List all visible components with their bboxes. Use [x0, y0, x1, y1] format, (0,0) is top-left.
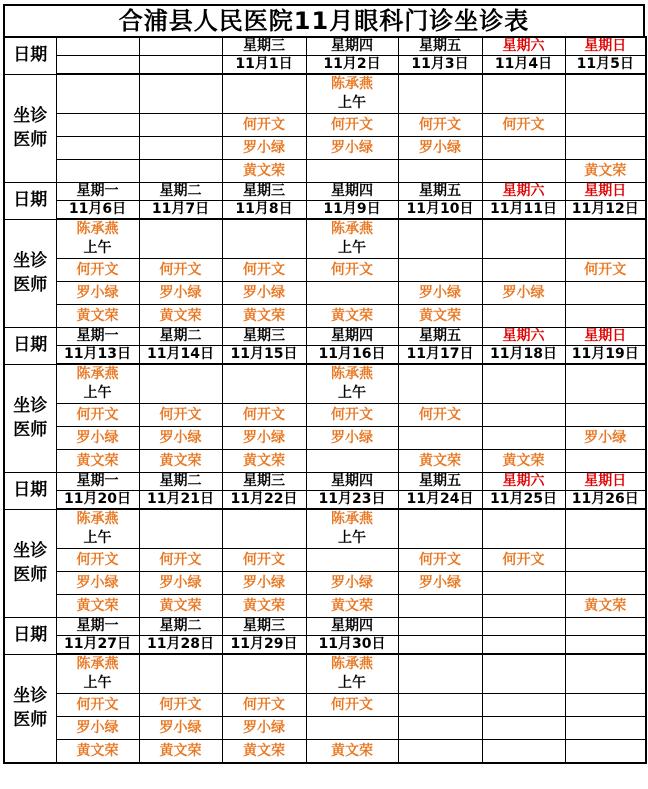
schedule-cell: [482, 219, 565, 259]
schedule-cell: [306, 450, 398, 473]
schedule-cell: 何开文: [306, 259, 398, 282]
date-cell: 11月11日: [482, 201, 565, 220]
schedule-cell: [482, 137, 565, 160]
date-label: 日期: [4, 183, 56, 220]
weekday-cell: 星期五: [398, 183, 482, 201]
doctor-name: 陈承燕: [76, 511, 119, 527]
schedule-cell: 罗小绿: [306, 427, 398, 450]
weekday-cell: 星期一: [56, 618, 139, 636]
date-cell: 11月10日: [398, 201, 482, 220]
schedule-cell: [398, 509, 482, 549]
weekday-row: [4, 618, 646, 636]
schedule-cell: 黄文荣: [139, 740, 222, 764]
weekday-cell: 星期四: [306, 183, 398, 201]
schedule-cell: [222, 219, 306, 259]
schedule-cell: [222, 509, 306, 549]
session-label: 上午: [338, 385, 366, 401]
schedule-cell: 罗小绿: [565, 427, 646, 450]
schedule-cell: 何开文: [306, 114, 398, 137]
schedule-cell: 何开文: [222, 694, 306, 717]
schedule-cell: 黄文荣: [139, 305, 222, 328]
session-label: 上午: [338, 675, 366, 691]
weekday-cell: 星期四: [306, 37, 398, 56]
schedule-cell: 罗小绿: [222, 282, 306, 305]
schedule-cell: 黄文荣: [565, 595, 646, 618]
schedule-cell: [306, 282, 398, 305]
date-cell: 11月12日: [565, 201, 646, 220]
doctor-name: 陈承燕: [331, 656, 373, 672]
doctor-row: [4, 219, 646, 259]
date-cell: 11月30日: [306, 636, 398, 655]
doctor-row: [4, 740, 646, 764]
date-cell: 11月1日: [222, 56, 306, 75]
session-label: 上午: [83, 385, 112, 401]
schedule-cell: 何开文: [482, 549, 565, 572]
schedule-cell: [398, 654, 482, 694]
weekday-cell: [398, 618, 482, 636]
schedule-cell: [482, 595, 565, 618]
date-cell: 11月19日: [565, 346, 646, 365]
schedule-cell: [565, 572, 646, 595]
doctor-name: 陈承燕: [76, 656, 119, 672]
date-row: [4, 346, 646, 365]
date-cell: 11月6日: [56, 201, 139, 220]
schedule-cell: [482, 427, 565, 450]
schedule-cell: [565, 654, 646, 694]
schedule-cell: [482, 404, 565, 427]
weekday-cell: 星期三: [222, 328, 306, 346]
date-row: [4, 636, 646, 655]
schedule-cell: [482, 509, 565, 549]
schedule-cell: [482, 74, 565, 114]
schedule-cell: [398, 74, 482, 114]
schedule-cell: [398, 219, 482, 259]
schedule-cell: [398, 259, 482, 282]
date-cell: 11月20日: [56, 491, 139, 510]
schedule-cell: [56, 509, 139, 549]
session-label: 上午: [83, 675, 112, 691]
weekday-cell: 星期六: [482, 328, 565, 346]
schedule-cell: [565, 364, 646, 404]
weekday-cell: [565, 618, 646, 636]
schedule-cell: 何开文: [139, 549, 222, 572]
schedule-cell: 黄文荣: [306, 305, 398, 328]
schedule-cell: 何开文: [222, 114, 306, 137]
date-label: 日期: [4, 37, 56, 74]
doctor-label-line: 医师: [13, 130, 48, 151]
schedule-cell: [398, 364, 482, 404]
schedule-cell: 何开文: [222, 549, 306, 572]
schedule-cell: 黄文荣: [306, 595, 398, 618]
date-cell: 11月24日: [398, 491, 482, 510]
doctor-label-line: 医师: [13, 275, 48, 296]
schedule-cell: [306, 219, 398, 259]
schedule-cell: 黄文荣: [222, 595, 306, 618]
schedule-cell: [482, 259, 565, 282]
schedule-cell: 黄文荣: [222, 740, 306, 764]
weekday-row: [4, 473, 646, 491]
date-cell: 11月29日: [222, 636, 306, 655]
schedule-cell: [398, 717, 482, 740]
schedule-cell: [222, 654, 306, 694]
schedule-cell: [565, 305, 646, 328]
schedule-cell: [398, 694, 482, 717]
page-title: 合浦县人民医院11月眼科门诊坐诊表: [3, 4, 645, 36]
schedule-cell: 罗小绿: [482, 282, 565, 305]
schedule-cell: 黄文荣: [482, 450, 565, 473]
schedule-cell: 罗小绿: [306, 572, 398, 595]
doctor-row: [4, 549, 646, 572]
weekday-cell: 星期三: [222, 183, 306, 201]
schedule-cell: [56, 654, 139, 694]
weekday-row: [4, 37, 646, 56]
weekday-cell: 星期六: [482, 37, 565, 56]
schedule-cell: [565, 219, 646, 259]
doctor-row: [4, 282, 646, 305]
schedule-cell: [398, 595, 482, 618]
date-row: [4, 201, 646, 220]
date-cell: 11月22日: [222, 491, 306, 510]
weekday-cell: 星期五: [398, 473, 482, 491]
date-label: 日期: [4, 473, 56, 510]
doctor-row: [4, 694, 646, 717]
weekday-cell: 星期二: [139, 618, 222, 636]
weekday-cell: 星期日: [565, 473, 646, 491]
doctor-row: [4, 364, 646, 404]
schedule-cell: [565, 137, 646, 160]
doctor-row: [4, 450, 646, 473]
doctor-label-line: 坐诊: [13, 396, 48, 417]
schedule-cell: 何开文: [398, 404, 482, 427]
schedule-cell: [482, 364, 565, 404]
schedule-cell: 黄文荣: [565, 160, 646, 183]
weekday-cell: [56, 37, 139, 56]
schedule-cell: [565, 282, 646, 305]
date-cell: 11月23日: [306, 491, 398, 510]
date-cell: 11月13日: [56, 346, 139, 365]
doctor-row: [4, 654, 646, 694]
doctor-label-line: 医师: [13, 710, 48, 731]
schedule-cell: 黄文荣: [398, 305, 482, 328]
schedule-table: [3, 36, 647, 764]
date-row: [4, 491, 646, 510]
schedule-sheet: [3, 4, 645, 764]
date-cell: 11月18日: [482, 346, 565, 365]
schedule-cell: [306, 717, 398, 740]
doctor-row: [4, 259, 646, 282]
schedule-cell: 罗小绿: [398, 282, 482, 305]
schedule-cell: [565, 114, 646, 137]
schedule-cell: [565, 740, 646, 764]
schedule-cell: 何开文: [306, 694, 398, 717]
weekday-cell: 星期四: [306, 473, 398, 491]
schedule-cell: [56, 114, 139, 137]
weekday-cell: [139, 37, 222, 56]
date-cell: 11月4日: [482, 56, 565, 75]
doctor-label-line: 坐诊: [13, 251, 48, 272]
schedule-cell: 何开文: [565, 259, 646, 282]
schedule-cell: [398, 427, 482, 450]
doctor-row: [4, 160, 646, 183]
weekday-cell: 星期日: [565, 37, 646, 56]
schedule-cell: 何开文: [139, 259, 222, 282]
schedule-cell: 何开文: [398, 549, 482, 572]
schedule-cell: 罗小绿: [398, 572, 482, 595]
session-label: 上午: [83, 240, 112, 256]
schedule-cell: [565, 717, 646, 740]
schedule-cell: 黄文荣: [56, 595, 139, 618]
schedule-cell: [139, 364, 222, 404]
doctor-row: [4, 717, 646, 740]
date-label: 日期: [4, 618, 56, 655]
schedule-cell: [565, 74, 646, 114]
schedule-cell: 黄文荣: [306, 740, 398, 764]
doctor-row: [4, 74, 646, 114]
weekday-cell: 星期六: [482, 473, 565, 491]
schedule-cell: [56, 74, 139, 114]
doctor-name: 陈承燕: [331, 76, 373, 92]
date-cell: 11月17日: [398, 346, 482, 365]
weekday-row: [4, 328, 646, 346]
date-cell: 11月27日: [56, 636, 139, 655]
schedule-cell: 黄文荣: [398, 450, 482, 473]
date-cell: [565, 636, 646, 655]
date-cell: [482, 636, 565, 655]
doctor-label: [4, 364, 56, 473]
schedule-cell: [139, 137, 222, 160]
session-label: 上午: [338, 95, 366, 111]
date-cell: 11月26日: [565, 491, 646, 510]
weekday-cell: 星期二: [139, 183, 222, 201]
doctor-row: [4, 305, 646, 328]
doctor-row: [4, 114, 646, 137]
schedule-cell: [565, 694, 646, 717]
schedule-cell: 黄文荣: [222, 450, 306, 473]
schedule-cell: [306, 160, 398, 183]
weekday-cell: 星期一: [56, 328, 139, 346]
schedule-cell: [56, 364, 139, 404]
doctor-name: 陈承燕: [76, 366, 119, 382]
schedule-cell: [139, 219, 222, 259]
doctor-label: [4, 654, 56, 763]
schedule-cell: [565, 549, 646, 572]
schedule-cell: [56, 219, 139, 259]
date-cell: 11月21日: [139, 491, 222, 510]
schedule-cell: 何开文: [306, 404, 398, 427]
schedule-cell: [482, 740, 565, 764]
schedule-cell: 罗小绿: [306, 137, 398, 160]
weekday-cell: 星期三: [222, 618, 306, 636]
doctor-row: [4, 509, 646, 549]
weekday-cell: 星期日: [565, 183, 646, 201]
schedule-cell: [139, 509, 222, 549]
schedule-cell: [139, 160, 222, 183]
weekday-cell: 星期日: [565, 328, 646, 346]
schedule-cell: 罗小绿: [56, 427, 139, 450]
schedule-cell: [482, 572, 565, 595]
schedule-cell: 罗小绿: [139, 282, 222, 305]
weekday-cell: 星期一: [56, 183, 139, 201]
date-cell: 11月7日: [139, 201, 222, 220]
schedule-cell: 罗小绿: [222, 717, 306, 740]
schedule-cell: [482, 305, 565, 328]
session-label: 上午: [83, 530, 112, 546]
doctor-label: [4, 74, 56, 183]
schedule-cell: 罗小绿: [139, 427, 222, 450]
schedule-cell: [56, 160, 139, 183]
schedule-cell: 何开文: [398, 114, 482, 137]
schedule-cell: 罗小绿: [222, 572, 306, 595]
schedule-cell: 罗小绿: [56, 717, 139, 740]
schedule-cell: 何开文: [482, 114, 565, 137]
date-cell: 11月2日: [306, 56, 398, 75]
date-cell: 11月28日: [139, 636, 222, 655]
schedule-cell: 何开文: [139, 404, 222, 427]
schedule-cell: [306, 74, 398, 114]
doctor-label-line: 坐诊: [13, 686, 48, 707]
weekday-cell: 星期三: [222, 473, 306, 491]
doctor-row: [4, 595, 646, 618]
date-cell: 11月9日: [306, 201, 398, 220]
date-cell: [56, 56, 139, 75]
date-cell: 11月14日: [139, 346, 222, 365]
schedule-cell: 罗小绿: [222, 427, 306, 450]
weekday-cell: 星期四: [306, 618, 398, 636]
doctor-name: 陈承燕: [76, 221, 119, 237]
weekday-row: [4, 183, 646, 201]
schedule-cell: [139, 654, 222, 694]
weekday-cell: 星期二: [139, 473, 222, 491]
doctor-row: [4, 427, 646, 450]
weekday-cell: 星期四: [306, 328, 398, 346]
doctor-name: 陈承燕: [331, 366, 373, 382]
schedule-cell: [398, 740, 482, 764]
schedule-cell: 何开文: [56, 259, 139, 282]
weekday-cell: 星期五: [398, 37, 482, 56]
schedule-cell: 黄文荣: [56, 450, 139, 473]
schedule-cell: 黄文荣: [222, 305, 306, 328]
schedule-cell: 何开文: [56, 694, 139, 717]
schedule-cell: 黄文荣: [139, 595, 222, 618]
schedule-cell: [306, 549, 398, 572]
doctor-name: 陈承燕: [331, 221, 373, 237]
schedule-cell: [306, 364, 398, 404]
date-cell: 11月25日: [482, 491, 565, 510]
schedule-cell: [482, 717, 565, 740]
date-cell: 11月16日: [306, 346, 398, 365]
schedule-cell: 何开文: [139, 694, 222, 717]
weekday-cell: 星期三: [222, 37, 306, 56]
schedule-cell: 罗小绿: [222, 137, 306, 160]
schedule-cell: [482, 160, 565, 183]
schedule-cell: 何开文: [56, 404, 139, 427]
schedule-cell: [565, 509, 646, 549]
schedule-cell: 何开文: [222, 259, 306, 282]
schedule-cell: 罗小绿: [56, 572, 139, 595]
doctor-label-line: 医师: [13, 565, 48, 586]
schedule-cell: 黄文荣: [56, 305, 139, 328]
schedule-cell: 罗小绿: [139, 717, 222, 740]
doctor-label: [4, 219, 56, 328]
schedule-cell: [222, 74, 306, 114]
schedule-cell: 黄文荣: [139, 450, 222, 473]
weekday-cell: 星期六: [482, 183, 565, 201]
date-row: [4, 56, 646, 75]
doctor-name: 陈承燕: [331, 511, 373, 527]
doctor-row: [4, 404, 646, 427]
schedule-cell: 罗小绿: [398, 137, 482, 160]
schedule-cell: [482, 694, 565, 717]
date-cell: [398, 636, 482, 655]
weekday-cell: 星期一: [56, 473, 139, 491]
doctor-label-line: 坐诊: [13, 541, 48, 562]
schedule-cell: 何开文: [222, 404, 306, 427]
date-cell: 11月15日: [222, 346, 306, 365]
doctor-label-line: 坐诊: [13, 106, 48, 127]
schedule-cell: [139, 114, 222, 137]
doctor-row: [4, 137, 646, 160]
schedule-cell: 何开文: [56, 549, 139, 572]
schedule-cell: [565, 404, 646, 427]
schedule-cell: [306, 654, 398, 694]
date-cell: [139, 56, 222, 75]
date-cell: 11月3日: [398, 56, 482, 75]
weekday-cell: 星期五: [398, 328, 482, 346]
schedule-cell: 黄文荣: [222, 160, 306, 183]
schedule-cell: [398, 160, 482, 183]
session-label: 上午: [338, 530, 366, 546]
doctor-label: [4, 509, 56, 618]
session-label: 上午: [338, 240, 366, 256]
schedule-cell: 黄文荣: [56, 740, 139, 764]
schedule-cell: [56, 137, 139, 160]
schedule-cell: [482, 654, 565, 694]
date-cell: 11月8日: [222, 201, 306, 220]
weekday-cell: 星期二: [139, 328, 222, 346]
doctor-label-line: 医师: [13, 420, 48, 441]
schedule-cell: 罗小绿: [139, 572, 222, 595]
schedule-cell: [565, 450, 646, 473]
schedule-cell: [222, 364, 306, 404]
schedule-cell: 罗小绿: [56, 282, 139, 305]
weekday-cell: [482, 618, 565, 636]
date-cell: 11月5日: [565, 56, 646, 75]
schedule-cell: [139, 74, 222, 114]
doctor-row: [4, 572, 646, 595]
schedule-cell: [306, 509, 398, 549]
date-label: 日期: [4, 328, 56, 365]
